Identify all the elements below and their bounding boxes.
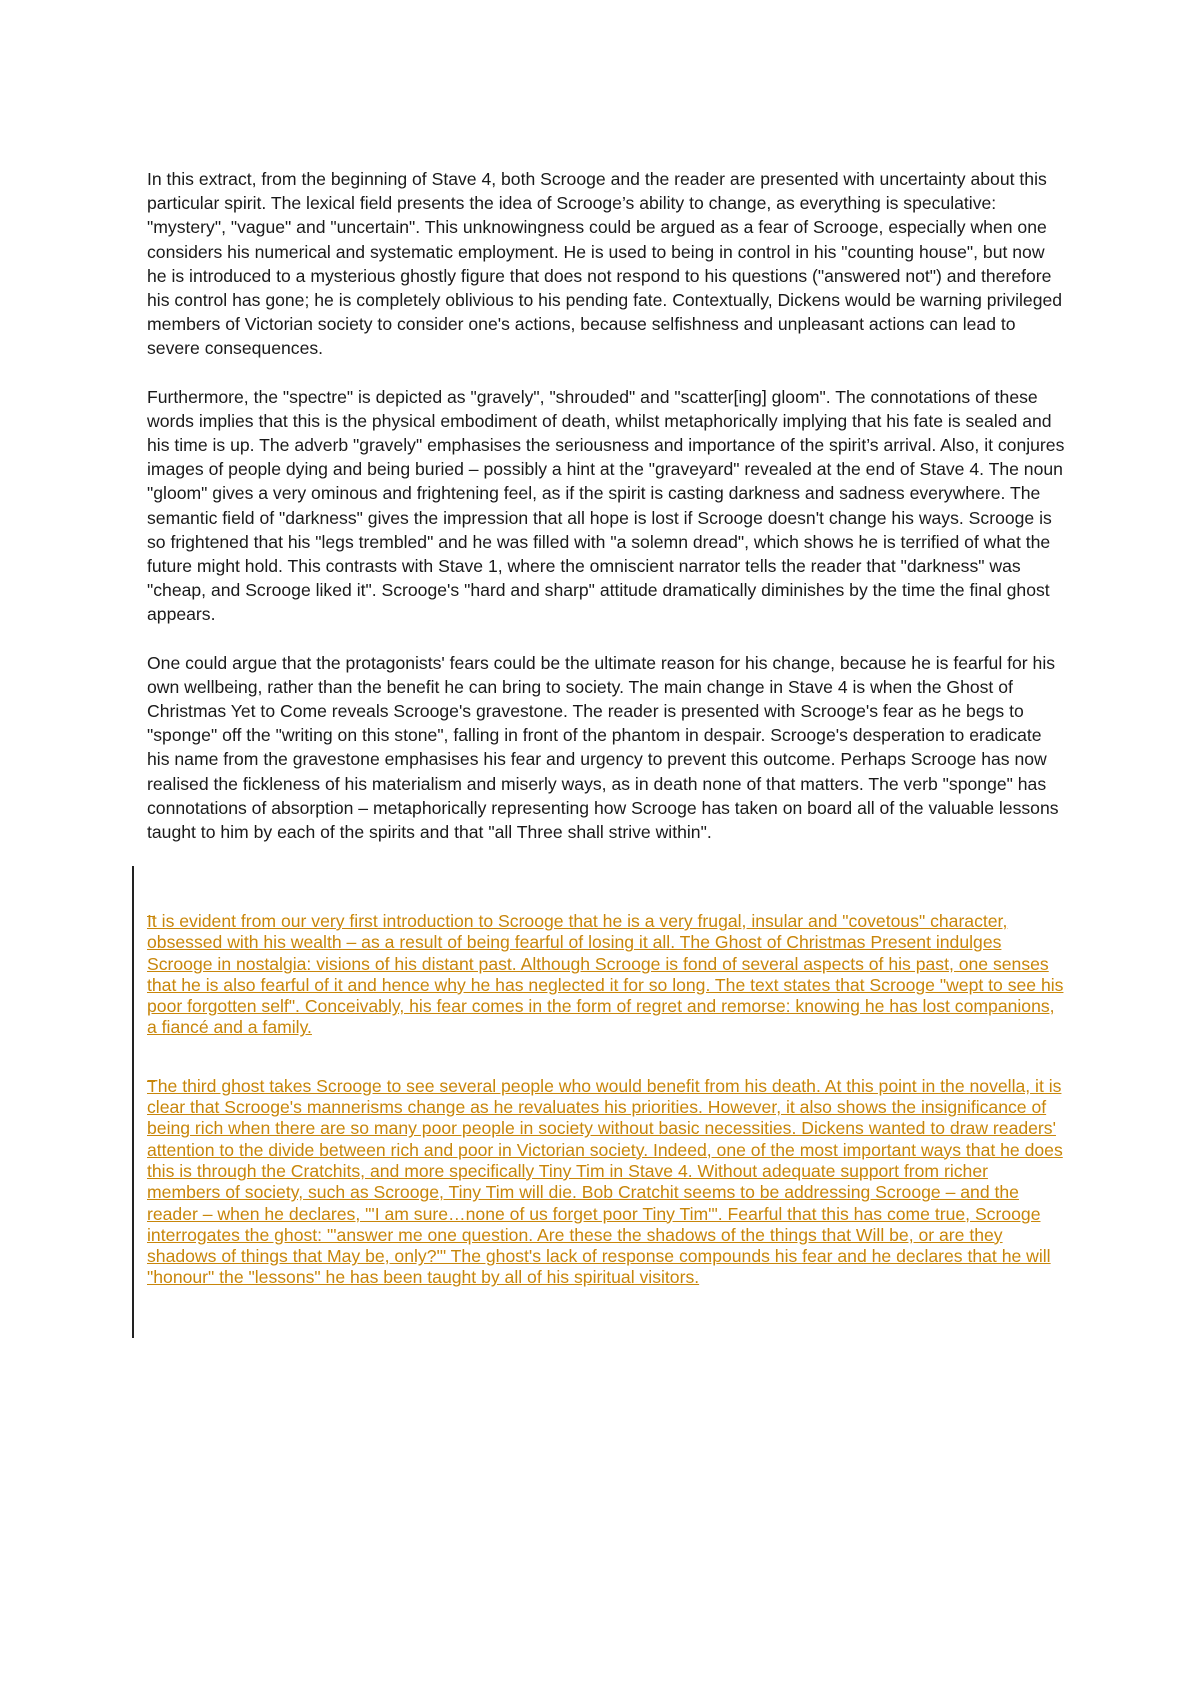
- tracked-changes-block: [147, 895, 1065, 1289]
- document-body: [147, 167, 1067, 868]
- paragraph-spacer: [147, 1039, 1065, 1060]
- paragraph-1: In this extract, from the beginning of Stave 4, both Scrooge and the reader are presented with uncertainty about this particular spirit. The lexical field presents the idea of Scrooge’s ability to change, as everything is speculative: "mystery", "vague" and "uncertain". This unknowingness could be argued as a fear of Scrooge, especially when one considers his numerical and systematic employment. He is used to being in control in his "counting house", but now he is introduced to a mysterious ghostly figure that does not respond to his questions ("answered not") and therefore his control has gone; he is completely oblivious to his pending fate. Contextually, Dickens would be warning privileged members of Victorian society to consider one's actions, because selfishness and unpleasant actions can lead to severe consequences.: [147, 169, 1063, 359]
- paragraph-3: One could argue that the protagonists' fears could be the ultimate reason for his change, because he is fearful for his own wellbeing, rather than the benefit he can bring to society. The main change in Stave 4 is when the Ghost of Christmas Yet to Come reveals Scrooge's gravestone. The reader is presented with Scrooge's fear as he begs to "sponge" off the "writing on this stone", falling in front of the phantom in despair. Scrooge's desperation to eradicate his name from the gravestone emphasises his fear and urgency to prevent this outcome. Perhaps Scrooge has now realised the fickleness of his materialism and miserly ways, as in death none of that matters. The verb "sponge" has connotations of absorption – metaphorically representing how Scrooge has taken on board all of the valuable lessons taught to him by each of the spirits and that "all Three shall strive within".: [147, 652, 1059, 843]
- paragraph-2: Furthermore, the "spectre" is depicted as "gravely", "shrouded" and "scatter[ing] gloom". The connotations of these words implies that this is the physical embodiment of death, whilst metaphorically implying that his fate is sealed and his time is up. The adverb "gravely" emphasises the seriousness and importance of the spirit’s arrival. Also, it conjures images of people dying and being buried – possibly a hint at the "graveyard" revealed at the end of Stave 4. The noun "gloom" gives a very ominous and frightening feel, as if the spirit is casting darkness and sadness everywhere. The semantic field of "darkness" gives the impression that all hope is lost if Scrooge doesn't change his ways. Scrooge is so frightened that his "legs trembled" and he was filled with "a solemn dread", which shows he is terrified of what the future might hold. This contrasts with Stave 1, where the omniscient narrator tells the reader that "darkness" was "cheap, and Scrooge liked it". Scrooge's "hard and sharp" attitude dramatically diminishes by the time the final ghost appears.: [147, 386, 1065, 625]
- change-bar: [132, 866, 134, 1338]
- tracked-insertion-2: The third ghost takes Scrooge to see several people who would benefit from his death. At this point in the novella, it is clear that Scrooge's mannerisms change as he revaluates his priorities. However, it also shows the insignificance of being rich when there are so many poor people in society without basic necessities. Dickens wanted to draw readers' attention to the divide between rich and poor in Victorian society. Indeed, one of the most important ways that he does this is through the Cratchits, and more specifically Tiny Tim in Stave 4. Without adequate support from richer members of society, such as Scrooge, Tiny Tim will die. Bob Cratchit seems to be addressing Scrooge – and the reader – when he declares, "'I am sure…none of us forget poor Tiny Tim'". Fearful that this has come true, Scrooge interrogates the ghost: "'answer me one question. Are these the shadows of the things that Will be, or are they shadows of things that May be, only?'" The ghost's lack of response compounds his fear and he declares that he will "honour" the "lessons" he has been taught by all of his spiritual visitors.: [147, 1075, 1063, 1288]
- tracked-insertion-1: It is evident from our very first introduction to Scrooge that he is a very frugal, insular and "covetous" character, obsessed with his wealth – as a result of being fearful of losing it all. The Ghost of Christmas Present indulges Scrooge in nostalgia: visions of his distant past. Although Scrooge is fond of several aspects of his past, one senses that he is also fearful of it and hence why he has neglected it for so long. The text states that Scrooge "wept to see his poor forgotten self". Conceivably, his fear comes in the form of regret and remorse: knowing he has lost companions, a fiancé and a family.: [147, 911, 1064, 1038]
